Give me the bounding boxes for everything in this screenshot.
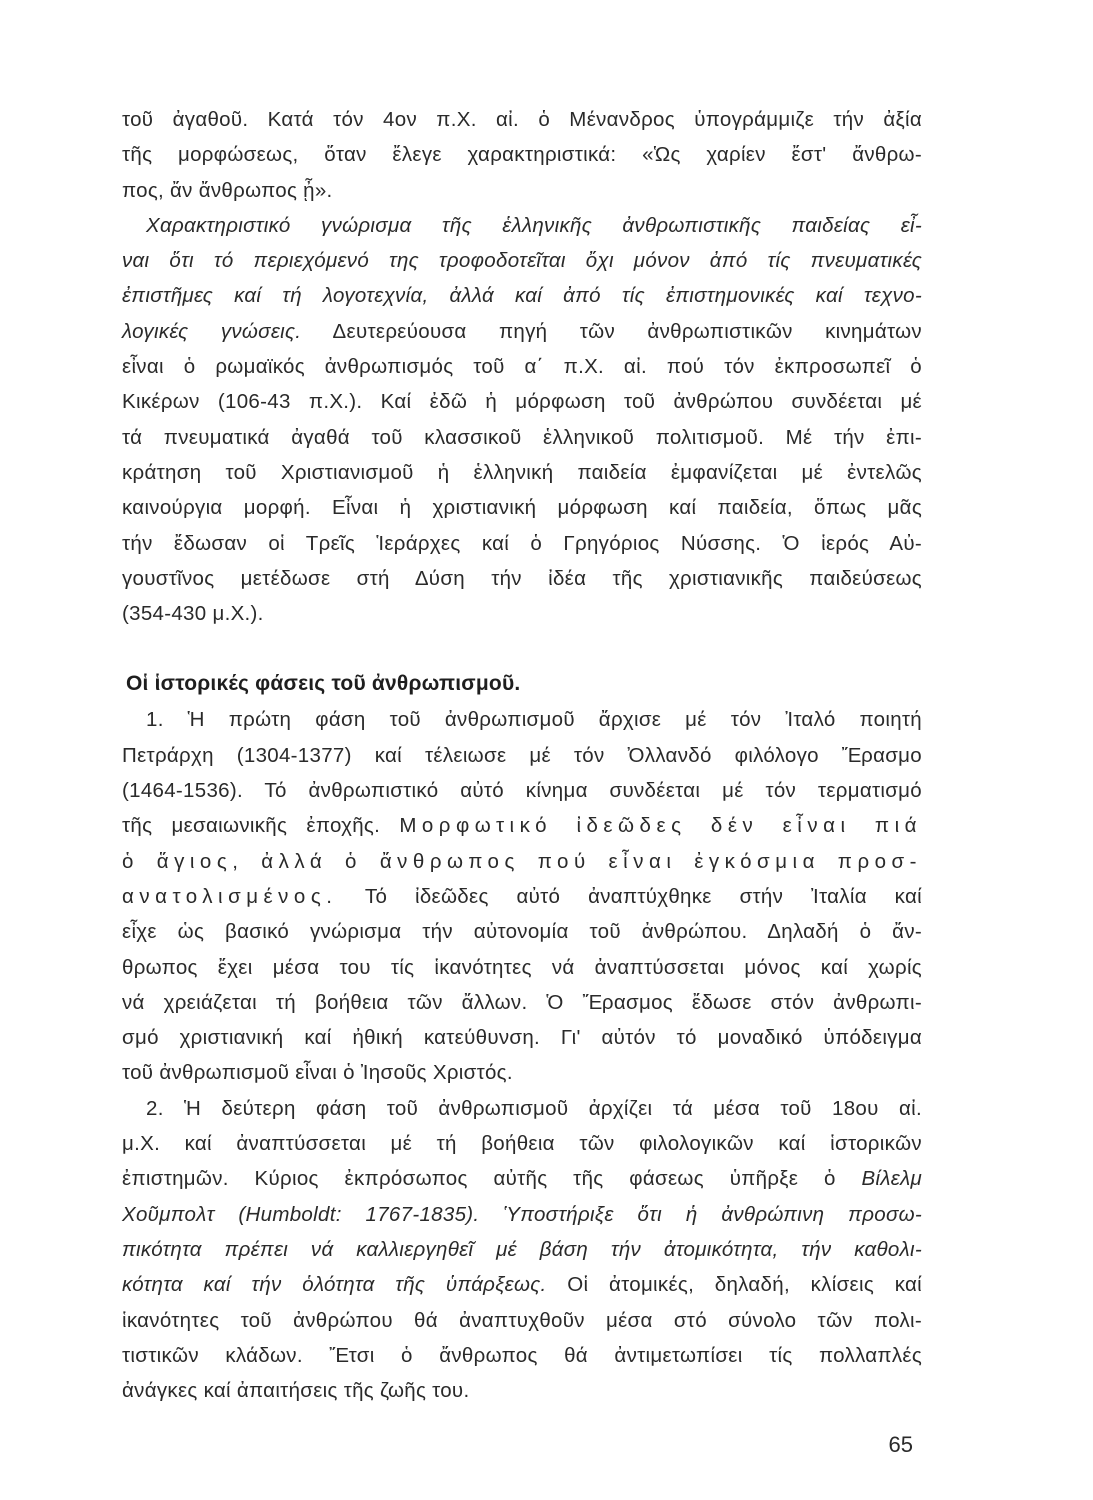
text-line: πος, ἄν ἄνθρωπος ᾖ». — [122, 178, 333, 202]
text-line: τά πνευματικά ἀγαθά τοῦ κλασσικοῦ ἑλληνικοῦ πολιτισμοῦ. Μέ τήν ἐπι- — [122, 425, 922, 449]
text: Τό ἰδεῶδες αὐτό ἀναπτύχθηκε στήν Ἰταλία καί — [337, 884, 922, 908]
text-line — [122, 808, 922, 843]
text-line: κράτηση τοῦ Χριστιανισμοῦ ἡ ἑλληνική παιδεία ἐμφανίζεται μέ ἐντελῶς — [122, 460, 922, 484]
text-line: Πετράρχη (1304-1377) καί τέλειωσε μέ τόν Ὀλλανδό φιλόλογο Ἔρασμο — [122, 743, 922, 767]
section-heading: Οἱ ἱστορικές φάσεις τοῦ ἀνθρωπισμοῦ. — [126, 672, 521, 696]
text: Οἱ ἀτομικές, δηλαδή, κλίσεις καί — [546, 1273, 922, 1297]
text: Δευτερεύουσα πηγή τῶν ἀνθρωπιστικῶν κινημάτων — [301, 319, 922, 343]
text-line: τῆς μορφώσεως, ὅταν ἔλεγε χαρακτηριστικά: «Ὡς χαρίεν ἔστ' ἄνθρω- — [122, 143, 922, 167]
text-line-italic: ναι ὅτι τό περιεχόμενό της τροφοδοτεῖται ὄχι μόνον ἀπό τίς πνευματικές — [122, 249, 922, 273]
text-line: εἶχε ὡς βασικό γνώρισμα τήν αὐτονομία τοῦ ἀνθρώπου. Δηλαδή ὁ ἄν- — [122, 920, 922, 944]
text-line: μ.Χ. καί ἀναπτύσσεται μέ τή βοήθεια τῶν φιλολογικῶν καί ἱστορικῶν — [122, 1132, 922, 1156]
text-line: τιστικῶν κλάδων. Ἔτσι ὁ ἄνθρωπος θά ἀντιμετωπίσει τίς πολλαπλές — [122, 1343, 922, 1367]
text-line: 1. Ἡ πρώτη φάση τοῦ ἀνθρωπισμοῦ ἄρχισε μέ τόν Ἰταλό ποιητή — [146, 708, 922, 732]
text-line: τοῦ ἀνθρωπισμοῦ εἶναι ὁ Ἰησοῦς Χριστός. — [122, 1061, 513, 1085]
text-line: ἱκανότητες τοῦ ἀνθρώπου θά ἀναπτυχθοῦν μέσα στό σύνολο τῶν πολι- — [122, 1308, 922, 1332]
paragraph-gap — [122, 631, 922, 666]
text-line: εἶναι ὁ ρωμαϊκός ἀνθρωπισμός τοῦ α΄ π.Χ. αἰ. πού τόν ἐκπροσωπεῖ ὁ — [122, 355, 922, 379]
text-line: (1464-1536). Τό ἀνθρωπιστικό αὐτό κίνημα συνδέεται μέ τόν τερματισμό — [122, 779, 922, 803]
spaced-text-line: ὁ ἅγιος, ἀλλά ὁ ἄνθρωπος πού εἶναι ἐγκόσμια προσ- — [122, 849, 922, 873]
spaced-text: ανατολισμένος. — [122, 884, 338, 908]
text: ἐπιστημῶν. Κύριος ἐκπρόσωπος αὐτῆς τῆς φάσεως ὑπῆρξε ὁ — [122, 1167, 862, 1191]
text-line: σμό χριστιανική καί ἠθική κατεύθυνση. Γι' αὐτόν τό μοναδικό ὑπόδειγμα — [122, 1026, 922, 1050]
text-line: (354-430 μ.Χ.). — [122, 602, 264, 626]
text-line: καινούργια μορφή. Εἶναι ἡ χριστιανική μόρφωση καί παιδεία, ὅπως μᾶς — [122, 496, 922, 520]
page-body — [122, 102, 922, 1408]
text-line: Κικέρων (106-43 π.Χ.). Καί ἐδῶ ἡ μόρφωση τοῦ ἀνθρώπου συνδέεται μέ — [122, 390, 922, 414]
text: τῆς μεσαιωνικῆς ἐποχῆς. — [122, 814, 400, 838]
text-line — [122, 1267, 922, 1302]
text-line — [122, 314, 922, 349]
text-line: τήν ἔδωσαν οἱ Τρεῖς Ἱεράρχες καί ὁ Γρηγόριος Νύσσης. Ὁ ἱερός Αὐ- — [122, 531, 922, 555]
text-line: νά χρειάζεται τή βοήθεια τῶν ἄλλων. Ὁ Ἔρασμος ἔδωσε στόν ἀνθρωπι- — [122, 990, 922, 1014]
text-line-italic: Χαρακτηριστικό γνώρισμα τῆς ἑλληνικῆς ἀνθρωπιστικῆς παιδείας εἶ- — [146, 213, 922, 237]
text-line: τοῦ ἀγαθοῦ. Κατά τόν 4ον π.Χ. αἰ. ὁ Μένανδρος ὑπογράμμιζε τήν ἀξία — [122, 108, 922, 131]
text-line: θρωπος ἔχει μέσα του τίς ἱκανότητες νά ἀναπτύσσεται μόνος καί χωρίς — [122, 955, 922, 979]
page-number: 65 — [888, 1432, 913, 1457]
italic-text: λογικές γνώσεις. — [122, 319, 302, 343]
text-line — [122, 879, 922, 914]
text-line-italic: Χοῦμπολτ (Humboldt: 1767-1835). Ὑποστήριξε ὅτι ἡ ἀνθρώπινη προσω- — [122, 1202, 922, 1226]
text-line: ἀνάγκες καί ἀπαιτήσεις τῆς ζωῆς του. — [122, 1379, 470, 1403]
text-line — [122, 1161, 922, 1196]
spaced-text: Μορφωτικό ἰδεῶδες δέν εἶναι πιά — [399, 814, 922, 838]
text-line-italic: πικότητα πρέπει νά καλλιεργηθεῖ μέ βάση τήν ἀτομικότητα, τήν καθολι- — [122, 1237, 922, 1261]
text-line: γουστῖνος μετέδωσε στή Δύση τήν ἰδέα τῆς χριστιανικῆς παιδεύσεως — [122, 566, 922, 590]
text-line-italic: ἐπιστῆμες καί τή λογοτεχνία, ἀλλά καί ἀπό τίς ἐπιστημονικές καί τεχνο- — [122, 284, 922, 308]
italic-text: κότητα καί τήν ὁλότητα τῆς ὑπάρξεως. — [122, 1273, 547, 1297]
text-line: 2. Ἡ δεύτερη φάση τοῦ ἀνθρωπισμοῦ ἀρχίζει τά μέσα τοῦ 18ου αἰ. — [146, 1096, 922, 1120]
italic-text: Βίλελμ — [861, 1167, 922, 1191]
